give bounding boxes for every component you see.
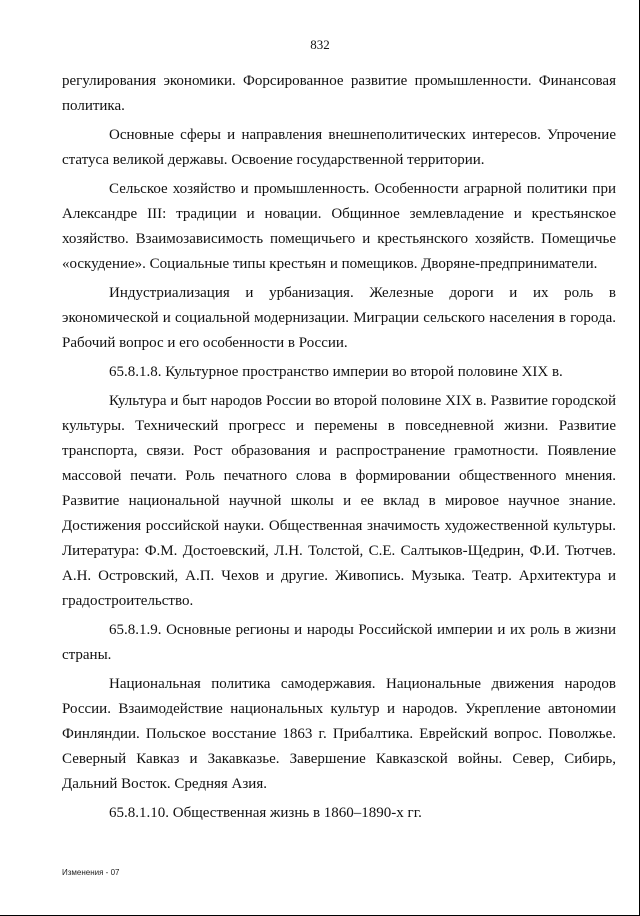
section-heading-65-8-1-10: 65.8.1.10. Общественная жизнь в 1860–1890-х гг. bbox=[109, 805, 422, 821]
page-number: 832 bbox=[310, 37, 330, 52]
paragraph-economy-continuation: регулирования экономики. Форсированное развитие промышленности. Финансовая политика. bbox=[62, 73, 616, 114]
document-body bbox=[62, 69, 616, 830]
paragraph-industrialization: Индустриализация и урбанизация. Железные дороги и их роль в экономической и социальной модернизации. Миграции сельского населения в города. Рабочий вопрос и его особенности в России. bbox=[62, 285, 616, 351]
paragraph-agriculture: Сельское хозяйство и промышленность. Особенности аграрной политики при Александре III: традиции и новации. Общинное землевладение и крестьянское хозяйство. Взаимозависимость помещичьего и крестьянского хозяйств. Помещичье «оскудение». Социальные типы крестьян и помещиков. Дворяне-предприниматели. bbox=[62, 181, 616, 272]
paragraph-culture: Культура и быт народов России во второй половине XIX в. Развитие городской культуры. Технический прогресс и перемены в повседневной жизни. Развитие транспорта, связи. Рост образования и распространение грамотности. Появление массовой печати. Роль печатного слова в формировании общественного мнения. Развитие национальной научной школы и ее вклад в мировое научное знание. Достижения российской науки. Общественная значимость художественной культуры. Литература: Ф.М. Достоевский, Л.Н. Толстой, С.Е. Салтыков-Щедрин, Ф.И. Тютчев. А.Н. Островский, А.П. Чехов и другие. Живопись. Музыка. Театр. Архитектура и градостроительство. bbox=[62, 393, 616, 609]
footer-revision-note: Изменения - 07 bbox=[62, 868, 120, 877]
section-heading-65-8-1-9: 65.8.1.9. Основные регионы и народы Российской империи и их роль в жизни страны. bbox=[62, 622, 616, 663]
section-heading-65-8-1-8: 65.8.1.8. Культурное пространство империи во второй половине XIX в. bbox=[109, 364, 563, 380]
paragraph-foreign-policy: Основные сферы и направления внешнеполитических интересов. Упрочение статуса великой державы. Освоение государственной территории. bbox=[62, 127, 616, 168]
paragraph-national-policy: Национальная политика самодержавия. Национальные движения народов России. Взаимодействие национальных культур и народов. Укрепление автономии Финляндии. Польское восстание 1863 г. Прибалтика. Еврейский вопрос. Поволжье. Северный Кавказ и Закавказье. Завершение Кавказской войны. Север, Сибирь, Дальний Восток. Средняя Азия. bbox=[62, 676, 616, 792]
